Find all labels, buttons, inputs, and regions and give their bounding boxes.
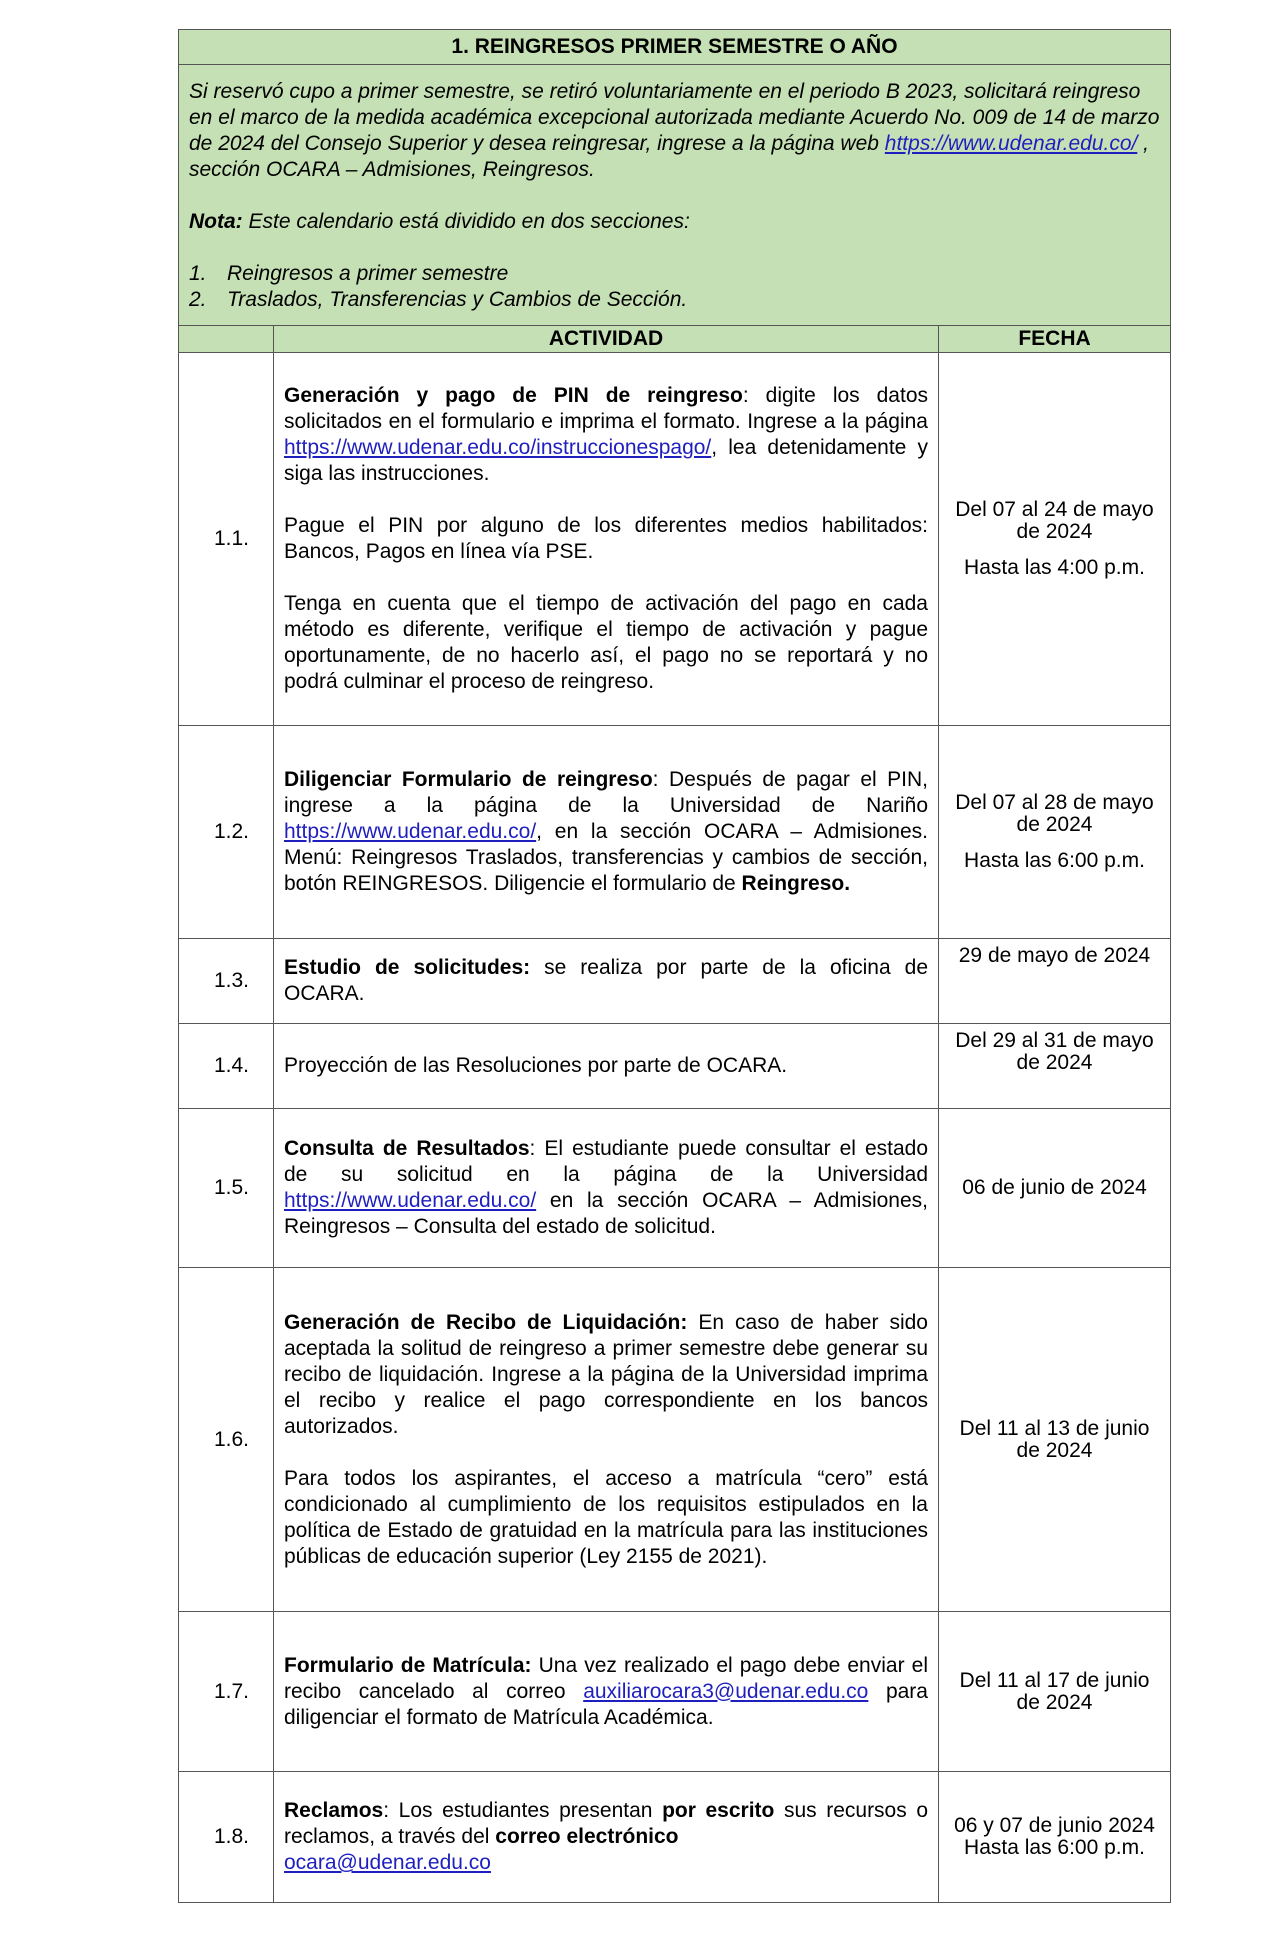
instrucciones-pago-link[interactable]: https://www.udenar.edu.co/instruccionespago/: [284, 436, 712, 459]
activity-cell: Reclamos: Los estudiantes presentan por escrito sus recursos o reclamos, a través del correo electrónico ocara@udenar.edu.co: [274, 1772, 939, 1903]
header-empty: [179, 326, 274, 353]
date-cell: Del 07 al 24 de mayo de 2024 Hasta las 4:00 p.m.: [939, 353, 1171, 726]
email-link[interactable]: ocara@udenar.edu.co: [284, 1851, 491, 1874]
header-activity: ACTIVIDAD: [274, 326, 939, 353]
date-cell: Del 11 al 17 de junio de 2024: [939, 1612, 1171, 1772]
date-cell: Del 07 al 28 de mayo de 2024 Hasta las 6:00 p.m.: [939, 726, 1171, 939]
header-date: FECHA: [939, 326, 1171, 353]
row-number: 1.8.: [179, 1772, 274, 1903]
activity-cell: Diligenciar Formulario de reingreso: Después de pagar el PIN, ingrese a la página de la Universidad de Nariño https://www.udenar.edu.co/, en la sección OCARA – Admisiones. Menú: Reingresos Traslados, transferencias y cambios de sección, botón REINGRESOS. Diligencie el formulario de Reingreso.: [274, 726, 939, 939]
table-row: [179, 353, 1171, 726]
intro-row: [179, 65, 1171, 326]
table-row: [179, 1109, 1171, 1268]
list-item: 1. Reingresos a primer semestre: [189, 262, 509, 285]
title-row: [179, 30, 1171, 65]
row-number: 1.7.: [179, 1612, 274, 1772]
intro-block: [179, 65, 1171, 326]
date-cell: 29 de mayo de 2024: [939, 939, 1171, 1024]
row-number: 1.6.: [179, 1268, 274, 1612]
activity-cell: Formulario de Matrícula: Una vez realizado el pago debe enviar el recibo cancelado al correo auxiliarocara3@udenar.edu.co para diligenciar el formato de Matrícula Académica.: [274, 1612, 939, 1772]
udenar-link[interactable]: https://www.udenar.edu.co/: [884, 132, 1138, 155]
activity-cell: Consulta de Resultados: El estudiante puede consultar el estado de su solicitud en la página de la Universidad https://www.udenar.edu.co/ en la sección OCARA – Admisiones, Reingresos – Consulta del estado de solicitud.: [274, 1109, 939, 1268]
date-cell: 06 y 07 de junio 2024 Hasta las 6:00 p.m.: [939, 1772, 1171, 1903]
email-link[interactable]: auxiliarocara3@udenar.edu.co: [583, 1679, 869, 1703]
table-row: [179, 1612, 1171, 1772]
activity-cell: Generación de Recibo de Liquidación: En caso de haber sido aceptada la solitud de reingreso a primer semestre debe generar su recibo de liquidación. Ingrese a la página de la Universidad imprima el recibo y realice el pago correspondiente en los bancos autorizados. Para todos los aspirantes, el acceso a matrícula “cero” está condicionado al cumplimiento de los requisitos estipulados en la política de Estado de gratuidad en la matrícula para las instituciones públicas de educación superior (Ley 2155 de 2021).: [274, 1268, 939, 1612]
reingresos-table: [178, 29, 1171, 1903]
table-row: [179, 1772, 1171, 1903]
table-row: [179, 939, 1171, 1024]
note-line: Nota: Este calendario está dividido en dos secciones:: [189, 210, 690, 233]
table-row: [179, 726, 1171, 939]
note-label: Nota:: [189, 210, 243, 233]
date-cell: 06 de junio de 2024: [939, 1109, 1171, 1268]
date-cell: Del 11 al 13 de junio de 2024: [939, 1268, 1171, 1612]
activity-cell: Generación y pago de PIN de reingreso: digite los datos solicitados en el formulario e imprima el formato. Ingrese a la página https://www.udenar.edu.co/instruccionespago/, lea detenidamente y siga las instrucciones. Pague el PIN por alguno de los diferentes medios habilitados: Bancos, Pagos en línea vía PSE. Tenga en cuenta que el tiempo de activación del pago en cada método es diferente, verifique el tiempo de activación y pague oportunamente, de no hacerlo así, el pago no se reportará y no podrá culminar el proceso de reingreso.: [274, 353, 939, 726]
table-row: [179, 1024, 1171, 1109]
udenar-link[interactable]: https://www.udenar.edu.co/: [284, 1189, 537, 1212]
date-cell: Del 29 al 31 de mayo de 2024: [939, 1024, 1171, 1109]
row-number: 1.3.: [179, 939, 274, 1024]
table-row: [179, 1268, 1171, 1612]
row-number: 1.5.: [179, 1109, 274, 1268]
row-number: 1.4.: [179, 1024, 274, 1109]
header-row: [179, 326, 1171, 353]
list-item: 2. Traslados, Transferencias y Cambios de Sección.: [189, 288, 688, 311]
row-number: 1.1.: [179, 353, 274, 726]
udenar-link[interactable]: https://www.udenar.edu.co/: [284, 820, 537, 843]
activity-cell: Proyección de las Resoluciones por parte de OCARA.: [274, 1024, 939, 1109]
row-number: 1.2.: [179, 726, 274, 939]
intro-paragraph: Si reservó cupo a primer semestre, se retiró voluntariamente en el periodo B 2023, solicitará reingreso en el marco de la medida académica excepcional autorizada mediante Acuerdo No. 009 de 14 de marzo de 2024 del Consejo Superior y desea reingresar, ingrese a la página web https://www.udenar.edu.co/ , sección OCARA – Admisiones, Reingresos.: [189, 80, 1160, 181]
activity-cell: Estudio de solicitudes: se realiza por parte de la oficina de OCARA.: [274, 939, 939, 1024]
calendar-document: [178, 29, 1170, 1903]
section-title: 1. REINGRESOS PRIMER SEMESTRE O AÑO: [179, 30, 1171, 65]
sections-list: [189, 261, 1160, 313]
